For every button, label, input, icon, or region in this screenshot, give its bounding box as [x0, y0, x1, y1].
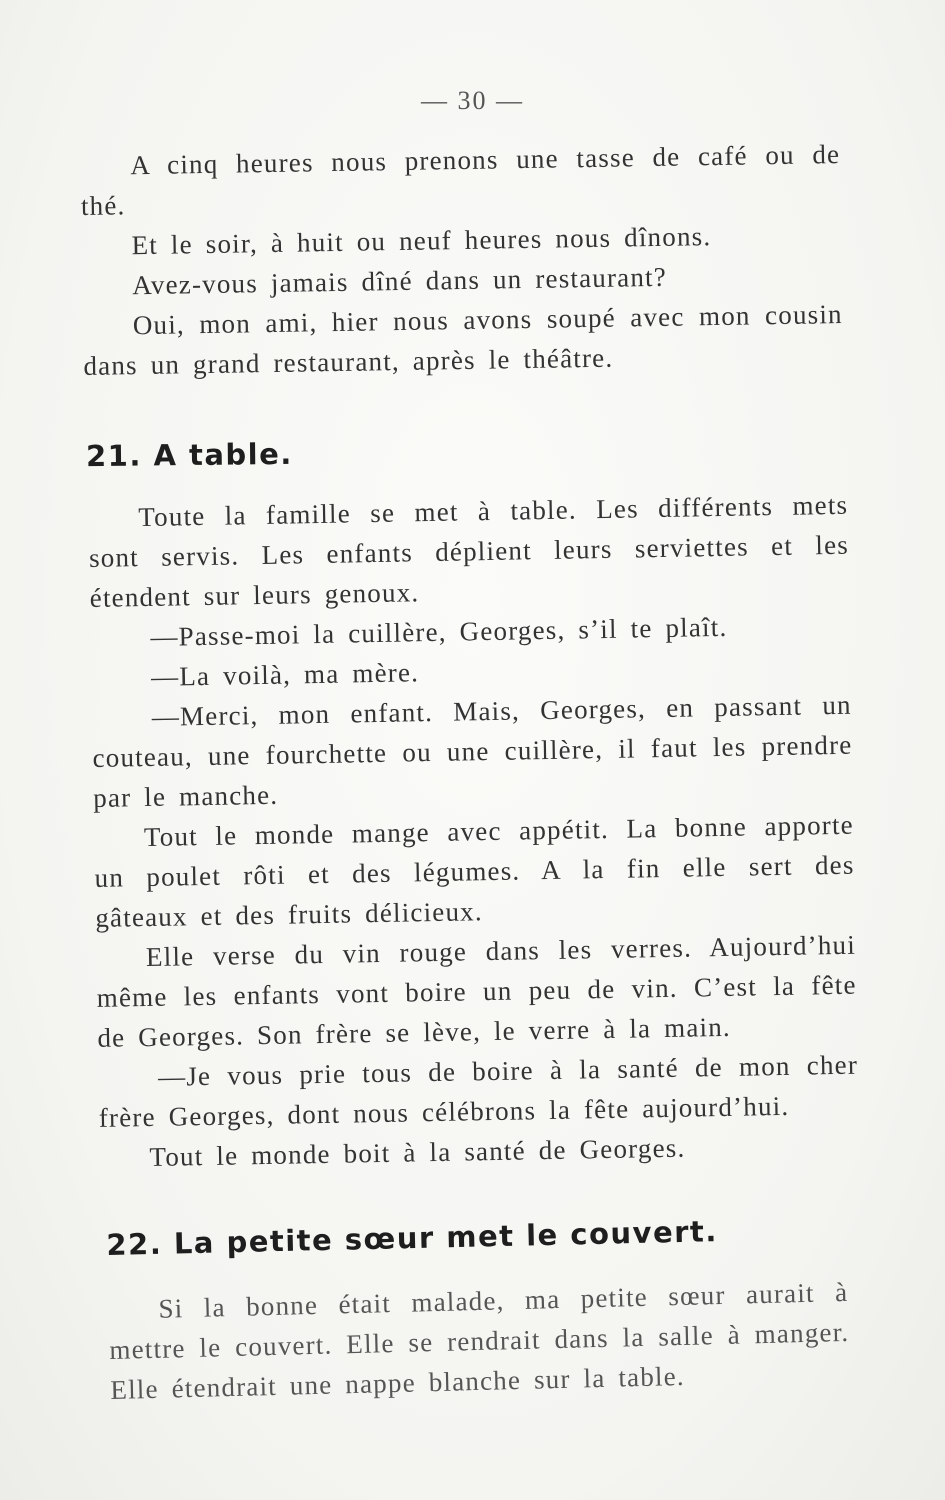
paragraph: Et le soir, à huit ou neuf heures nous dînons. — [131, 221, 712, 261]
dialog-line: —Passe-moi la cuillère, Georges, s’il te plaît. — [150, 611, 728, 652]
dialog-line: —Je vous prie tous de boire à la santé de mon cher frère Georges, dont nous célébrons la fête aujourd’hui. — [98, 1049, 859, 1133]
page-number: — 30 — — [421, 86, 524, 115]
paragraph: Oui, mon ami, hier nous avons soupé avec mon cousin dans un grand restaurant, après le théâtre. — [83, 299, 843, 381]
intro-text — [80, 134, 844, 386]
dialog-line: —Merci, mon enfant. Mais, Georges, en passant un couteau, une fourchette ou une cuillère, il faut les prendre par le manche. — [92, 689, 853, 813]
paragraph: Avez-vous jamais dîné dans un restaurant? — [131, 261, 668, 301]
paragraph: Toute la famille se met à table. Les différents mets sont servis. Les enfants déplient leurs serviettes et les étendent sur leurs genoux. — [88, 489, 850, 613]
section-21-heading: 21. A table. — [85, 436, 294, 474]
paragraph: A cinq heures nous prenons une tasse de café ou de thé. — [80, 139, 841, 221]
paragraph: Tout le monde boit à la santé de Georges. — [149, 1132, 686, 1173]
section-22-text — [108, 1272, 851, 1410]
paragraph: Si la bonne était malade, ma petite sœur aurait à mettre le couvert. Elle se rendrait dans la salle à manger. Elle étendrait une nappe blanche sur la table. — [109, 1276, 850, 1405]
paragraph: Tout le monde mange avec appétit. La bonne apporte un poulet rôti et des légumes. A la fin elle sert des gâteaux et des fruits délicieux. — [94, 809, 855, 933]
section-21-text — [88, 485, 860, 1178]
paragraph: Elle verse du vin rouge dans les verres. Aujourd’hui même les enfants vont boire un peu de vin. C’est la fête de Georges. Son frère se lève, le verre à la main. — [96, 929, 857, 1053]
section-22-heading: 22. La petite sœur met le couvert. — [106, 1214, 719, 1262]
dialog-line: —La voilà, ma mère. — [150, 657, 420, 692]
